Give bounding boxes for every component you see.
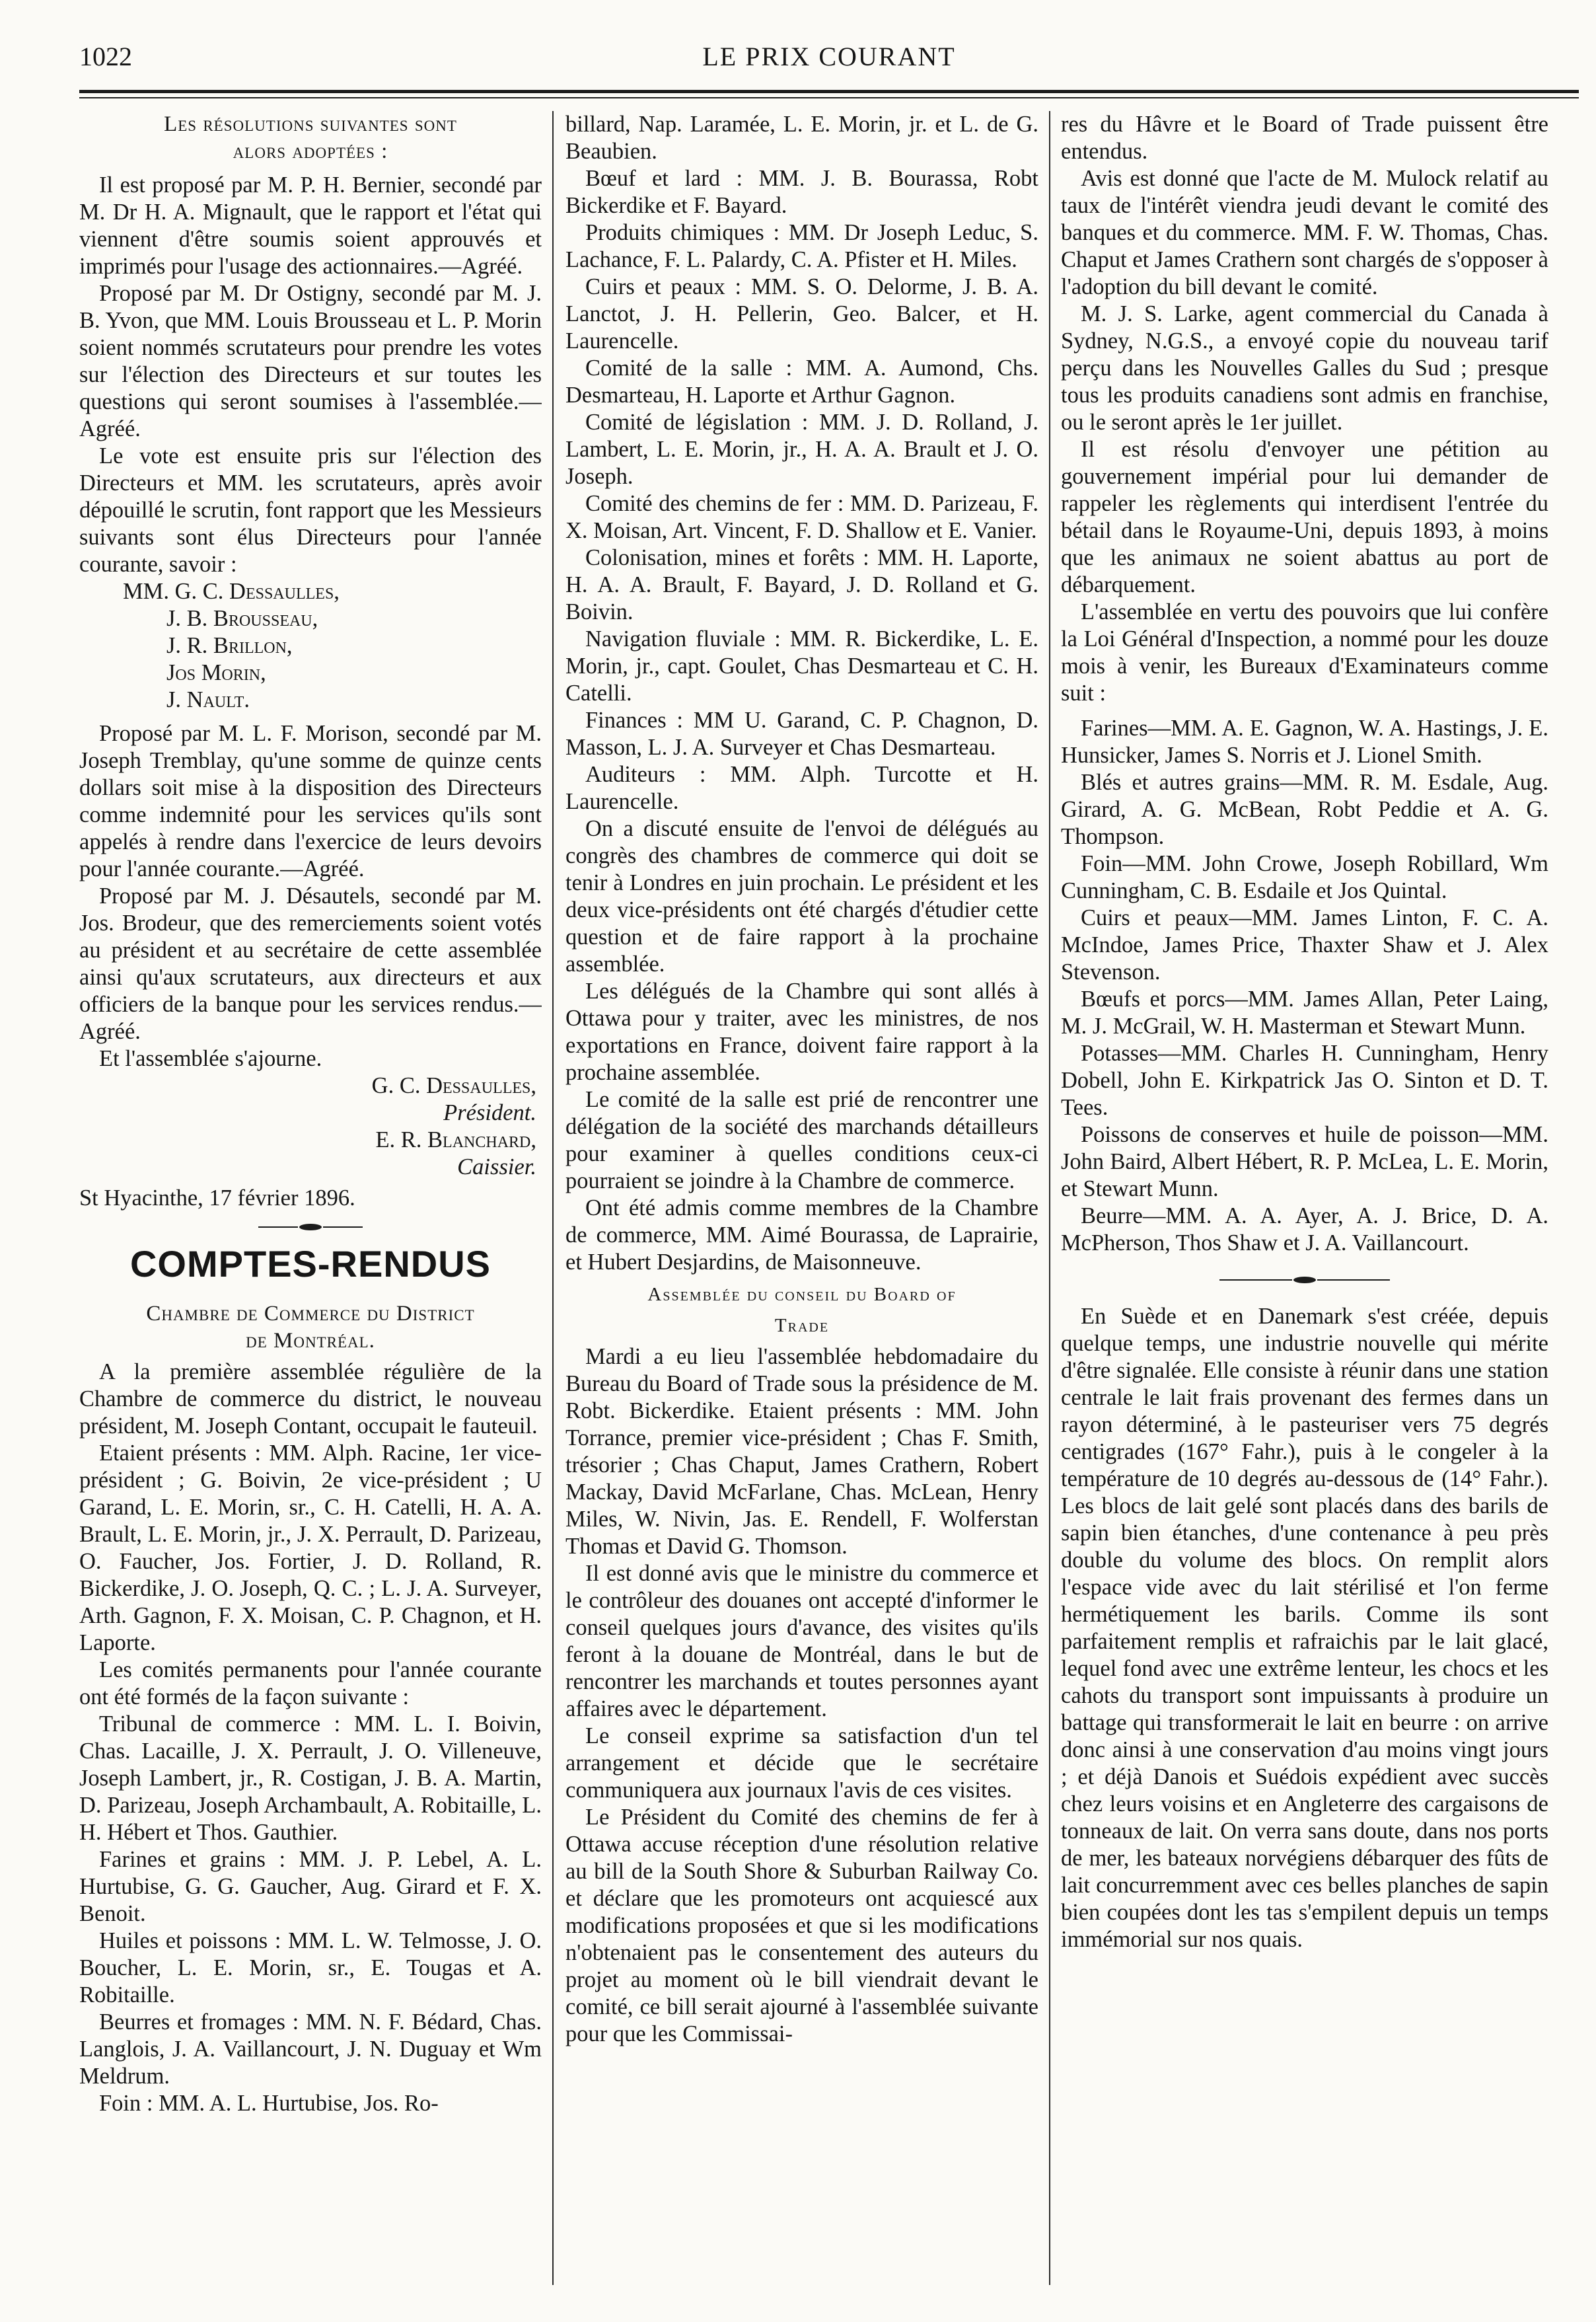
page-number: 1022 <box>79 42 132 71</box>
director-name: MM. G. C. Dessaulles, <box>123 579 340 604</box>
paragraph: Le comité de la salle est prié de rencontrer une délégation de la société des marchands détailleurs pour examiner à quelles conditions ceux-ci pourraient se joindre à la Chambre de commerce. <box>565 1087 1038 1193</box>
paragraph: Comité de législation : MM. J. D. Rolland, J. Lambert, L. E. Morin, jr., H. A. A. Brault et J. O. Joseph. <box>565 410 1038 489</box>
paragraph: Mardi a eu lieu l'assemblée hebdomadaire du Bureau du Board of Trade sous la présidence de M. Robt. Bickerdike. Etaient présents : MM. John Torrance, premier vice-président ; Chas F. Smith, trésorier ; Chas Chaput, James Crathern, Robert Mackay, David McFarlane, Chas. McLean, Henry Miles, W. Nivin, Jas. E. Rendell, F. Wolferstan Thomas et David G. Thomson. <box>565 1344 1038 1559</box>
column-divider <box>552 111 554 2285</box>
paragraph: Bœuf et lard : MM. J. B. Bourassa, Robt Bickerdike et F. Bayard. <box>565 166 1038 218</box>
paragraph: Il est proposé par M. P. H. Bernier, secondé par M. Dr H. A. Mignault, que le rapport et l'état qui viennent d'être soumis soient approuvés et imprimés pour l'usage des actionnaires.—Agréé. <box>79 172 542 279</box>
paragraph: Proposé par M. Dr Ostigny, secondé par M. J. B. Yvon, que MM. Louis Brousseau et L. P. Morin soient nommés scrutateurs pour prendre les votes sur l'élection des Directeurs et sur toutes les questions qui seront soumises à l'assemblée.—Agréé. <box>79 281 542 441</box>
paragraph: Finances : MM U. Garand, C. P. Chagnon, D. Masson, L. J. A. Surveyer et Chas Desmarteau. <box>565 708 1038 760</box>
paragraph: Colonisation, mines et forêts : MM. H. Laporte, H. A. A. Brault, F. Bayard, J. D. Rolland et G. Boivin. <box>565 545 1038 624</box>
running-title: LE PRIX COURANT <box>702 42 956 71</box>
ornament-divider <box>1061 1277 1548 1283</box>
paragraph: Produits chimiques : MM. Dr Joseph Leduc, S. Lachance, F. L. Palardy, C. A. Pfister et H. Miles. <box>565 220 1038 272</box>
paragraph: Les comités permanents pour l'année courante ont été formés de la façon suivante : <box>79 1657 542 1709</box>
signature-name: G. C. Dessaulles, <box>371 1073 536 1098</box>
paragraph: Les délégués de la Chambre qui sont allés à Ottawa pour y traiter, avec les ministres, de nos exportations en France, doivent faire rapport à la prochaine assemblée. <box>565 979 1038 1085</box>
director-name: Jos Morin, <box>166 660 266 685</box>
paragraph: res du Hâvre et le Board of Trade puissent être entendus. <box>1061 112 1548 164</box>
ornament-divider <box>79 1224 542 1230</box>
paragraph: Bœufs et porcs—MM. James Allan, Peter Laing, M. J. McGrail, W. H. Masterman et Stewart Munn. <box>1061 987 1548 1039</box>
board-of-trade-heading: Assemblée du conseil du Board of <box>647 1284 957 1305</box>
paragraph: Tribunal de commerce : MM. L. I. Boivin, Chas. Lacaille, J. X. Perrault, J. O. Villeneuve, Joseph Lambert, jr., R. Costigan, J. B. A. Martin, D. Parizeau, Joseph Archambault, A. Robitaille, L. H. Hébert et Thos. Gauthier. <box>79 1711 542 1845</box>
resolutions-heading-line2: alors adoptées : <box>233 139 388 163</box>
paragraph: En Suède et en Danemark s'est créée, depuis quelque temps, une industrie nouvelle qui mérite d'être signalée. Elle consiste à réunir dans une station centrale le lait frais provenant des fermes dans un rayon déterminé, à le pasteuriser vers 75 degrés centigrades (167° Fahr.), puis à le congeler à la température de 10 degrés au-dessous de (14° Fahr.). Les blocs de lait gelé sont placés dans des barils de sapin bien étanches, d'une contenance à peu près double du volume des blocs. On remplit alors l'espace vide avec du lait stérilisé et l'on ferme hermétiquement les barils. Comme ils sont parfaitement remplis et rafraichis par le lait glacé, lequel fond avec une extrême lenteur, les chocs et les cahots du transport sont impuissants à produire un battage qui transformerait le lait en beurre : on arrive donc ainsi à une conservation d'au moins vingt jours ; et déjà Danois et Suédois expédient avec succès chez leurs voisins et en Angleterre des cargaisons de tonneaux de lait. On verra sans doute, dans nos ports de mer, les bateaux norvégiens débarquer des fûts de lait concurremment avec ces belles planches de sapin bien coupées dont les tas s'empilent depuis un temps immémorial sur nos quais. <box>1061 1304 1548 1952</box>
paragraph: Farines et grains : MM. J. P. Lebel, A. L. Hurtubise, G. G. Gaucher, Aug. Girard et F. X. Benoit. <box>79 1847 542 1926</box>
paragraph: Ont été admis comme membres de la Chambre de commerce, MM. Aimé Bourassa, de Laprairie, et Hubert Desjardins, de Maisonneuve. <box>565 1195 1038 1275</box>
sub-heading: Chambre de Commerce du District <box>146 1302 475 1326</box>
column-divider <box>1049 111 1050 2285</box>
paragraph: Et l'assemblée s'ajourne. <box>99 1046 322 1071</box>
sub-heading-line2: de Montréal. <box>246 1329 375 1353</box>
paragraph: Etaient présents : MM. Alph. Racine, 1er vice-président ; G. Boivin, 2e vice-président ; U Garand, L. E. Morin, sr., C. H. Catelli, H. A. A. Brault, L. E. Morin, jr., J. X. Perrault, D. Parizeau, O. Faucher, Jos. Fortier, J. D. Rolland, R. Bickerdike, J. O. Joseph, Q. C. ; L. J. A. Surveyer, Arth. Gagnon, F. X. Moisan, C. P. Chagnon, et H. Laporte. <box>79 1441 542 1655</box>
paragraph: Il est donné avis que le ministre du commerce et le contrôleur des douanes ont accepté d'informer le conseil quelques jours d'avance, des visites qu'ils feront à la douane de Montréal, dans le but de rencontrer les marchands et toutes personnes ayant affaires avec le département. <box>565 1561 1038 1721</box>
signature-role: Caissier. <box>457 1154 536 1180</box>
paragraph: Proposé par M. J. Désautels, secondé par M. Jos. Brodeur, que des remerciements soient votés au président et au secrétaire de cette assemblée ainsi qu'aux scrutateurs, aux directeurs et aux officiers de la banque pour les services rendus.—Agréé. <box>79 883 542 1044</box>
paragraph: Il est résolu d'envoyer une pétition au gouvernement impérial pour lui demander de rappeler les règlements qui interdisent l'entrée du bétail dans le Royaume-Uni, depuis 1893, à moins que les animaux ne soient abattus au port de débarquement. <box>1061 437 1548 597</box>
paragraph: Navigation fluviale : MM. R. Bickerdike, L. E. Morin, jr., capt. Goulet, Chas Desmarteau et C. H. Catelli. <box>565 626 1038 706</box>
paragraph: Auditeurs : MM. Alph. Turcotte et H. Laurencelle. <box>565 762 1038 814</box>
board-of-trade-heading-line2: Trade <box>774 1315 830 1336</box>
paragraph: Beurre—MM. A. A. Ayer, A. J. Brice, D. A. McPherson, Thos Shaw et J. A. Vaillancourt. <box>1061 1203 1548 1255</box>
paragraph: Huiles et poissons : MM. L. W. Telmosse, J. O. Boucher, L. E. Morin, sr., E. Tougas et A. Robitaille. <box>79 1928 542 2007</box>
paragraph: billard, Nap. Laramée, L. E. Morin, jr. et L. de G. Beaubien. <box>565 112 1038 164</box>
paragraph: Foin : MM. A. L. Hurtubise, Jos. Ro- <box>99 2091 439 2116</box>
paragraph: Foin—MM. John Crowe, Joseph Robillard, Wm Cunningham, C. B. Esdaile et Jos Quintal. <box>1061 851 1548 903</box>
paragraph: Avis est donné que l'acte de M. Mulock relatif au taux de l'intérêt viendra jeudi devant le comité des banques et du commerce. MM. F. W. Thomas, Chas. Chaput et James Crathern sont chargés de s'opposer à l'adoption du bill devant le comité. <box>1061 166 1548 299</box>
paragraph: M. J. S. Larke, agent commercial du Canada à Sydney, N.G.S., a envoyé copie du nouveau tarif perçu dans les Nouvelles Galles du Sud ; presque tous les produits canadiens sont admis en franchise, ou le seront après le 1er juillet. <box>1061 301 1548 435</box>
paragraph: On a discuté ensuite de l'envoi de délégués au congrès des chambres de commerce qui doit se tenir à Londres en juin prochain. Le président et les deux vice-présidents ont été chargés d'étudier cette question et de faire rapport à la prochaine assemblée. <box>565 816 1038 977</box>
paragraph: Blés et autres grains—MM. R. M. Esdale, Aug. Girard, A. G. McBean, Robt Peddie et A. G. Thompson. <box>1061 770 1548 849</box>
header-rule-thin <box>79 97 1579 98</box>
paragraph: Le Président du Comité des chemins de fer à Ottawa accuse réception d'une résolution relative au bill de la South Shore & Suburban Railway Co. et déclare que les promoteurs ont acquiescé aux modifications proposées et que si les modifications n'obtenaient pas le consentement des auteurs du projet au moment où le bill viendrait devant le comité, ce bill serait ajourné à l'assemblée suivante pour que les Commissai- <box>565 1805 1038 2046</box>
paragraph: Poissons de conserves et huile de poisson—MM. John Baird, Albert Hébert, R. P. McLea, L. E. Morin, et Stewart Munn. <box>1061 1122 1548 1201</box>
paragraph: Comité de la salle : MM. A. Aumond, Chs. Desmarteau, H. Laporte et Arthur Gagnon. <box>565 356 1038 408</box>
directors-list <box>123 578 542 714</box>
signature-role: Président. <box>443 1100 536 1125</box>
paragraph: Le vote est ensuite pris sur l'élection des Directeurs et MM. les scrutateurs, après avoir dépouillé le scrutin, font rapport que les Messieurs suivants sont élus Directeurs pour l'année courante, savoir : <box>79 443 542 577</box>
header-rule-thick <box>79 90 1579 93</box>
dateline: St Hyacinthe, 17 février 1896. <box>79 1185 355 1211</box>
paragraph: Cuirs et peaux—MM. James Linton, F. C. A. McIndoe, James Price, Thaxter Shaw et J. Alex Stevenson. <box>1061 905 1548 985</box>
director-name: J. B. Brousseau, <box>166 606 318 631</box>
section-title: COMPTES-RENDUS <box>129 1243 491 1285</box>
paragraph: Beurres et fromages : MM. N. F. Bédard, Chas. Langlois, J. A. Vaillancourt, J. N. Duguay et Wm Meldrum. <box>79 2009 542 2089</box>
paragraph: Proposé par M. L. F. Morison, secondé par M. Joseph Tremblay, qu'une somme de quinze cents dollars soit mise à la disposition des Directeurs comme indemnité pour les services qu'ils sont appelés à rendre dans l'exercice de leurs devoirs pour l'année courante.—Agréé. <box>79 721 542 881</box>
paragraph: Le conseil exprime sa satisfaction d'un tel arrangement et décide que le secrétaire communiquera aux journaux l'avis de ces visites. <box>565 1723 1038 1803</box>
paragraph: Potasses—MM. Charles H. Cunningham, Henry Dobell, John E. Kirkpatrick Jas O. Sinton et D. T. Tees. <box>1061 1041 1548 1120</box>
column-left <box>79 111 542 2285</box>
resolutions-heading: Les résolutions suivantes sont <box>164 112 457 136</box>
paragraph: Comité des chemins de fer : MM. D. Parizeau, F. X. Moisan, Art. Vincent, F. D. Shallow et E. Vanier. <box>565 491 1038 543</box>
paragraph: A la première assemblée régulière de la Chambre de commerce du district, le nouveau président, M. Joseph Contant, occupait le fauteuil. <box>79 1359 542 1439</box>
director-name: J. R. Brillon, <box>166 633 293 658</box>
column-right <box>1061 111 1548 2285</box>
director-name: J. Nault. <box>166 687 250 712</box>
page-header <box>79 41 1579 82</box>
paragraph: L'assemblée en vertu des pouvoirs que lui confère la Loi Général d'Inspection, a nommé pour les douze mois à venir, les Bureaux d'Examinateurs comme suit : <box>1061 599 1548 706</box>
column-middle <box>565 111 1038 2285</box>
paragraph: Cuirs et peaux : MM. S. O. Delorme, J. B. A. Lanctot, J. H. Pellerin, Geo. Balcer, et H. Laurencelle. <box>565 274 1038 354</box>
signature-name: E. R. Blanchard, <box>375 1127 536 1152</box>
paragraph: Farines—MM. A. E. Gagnon, W. A. Hastings, J. E. Hunsicker, James S. Norris et J. Lionel Smith. <box>1061 716 1548 768</box>
